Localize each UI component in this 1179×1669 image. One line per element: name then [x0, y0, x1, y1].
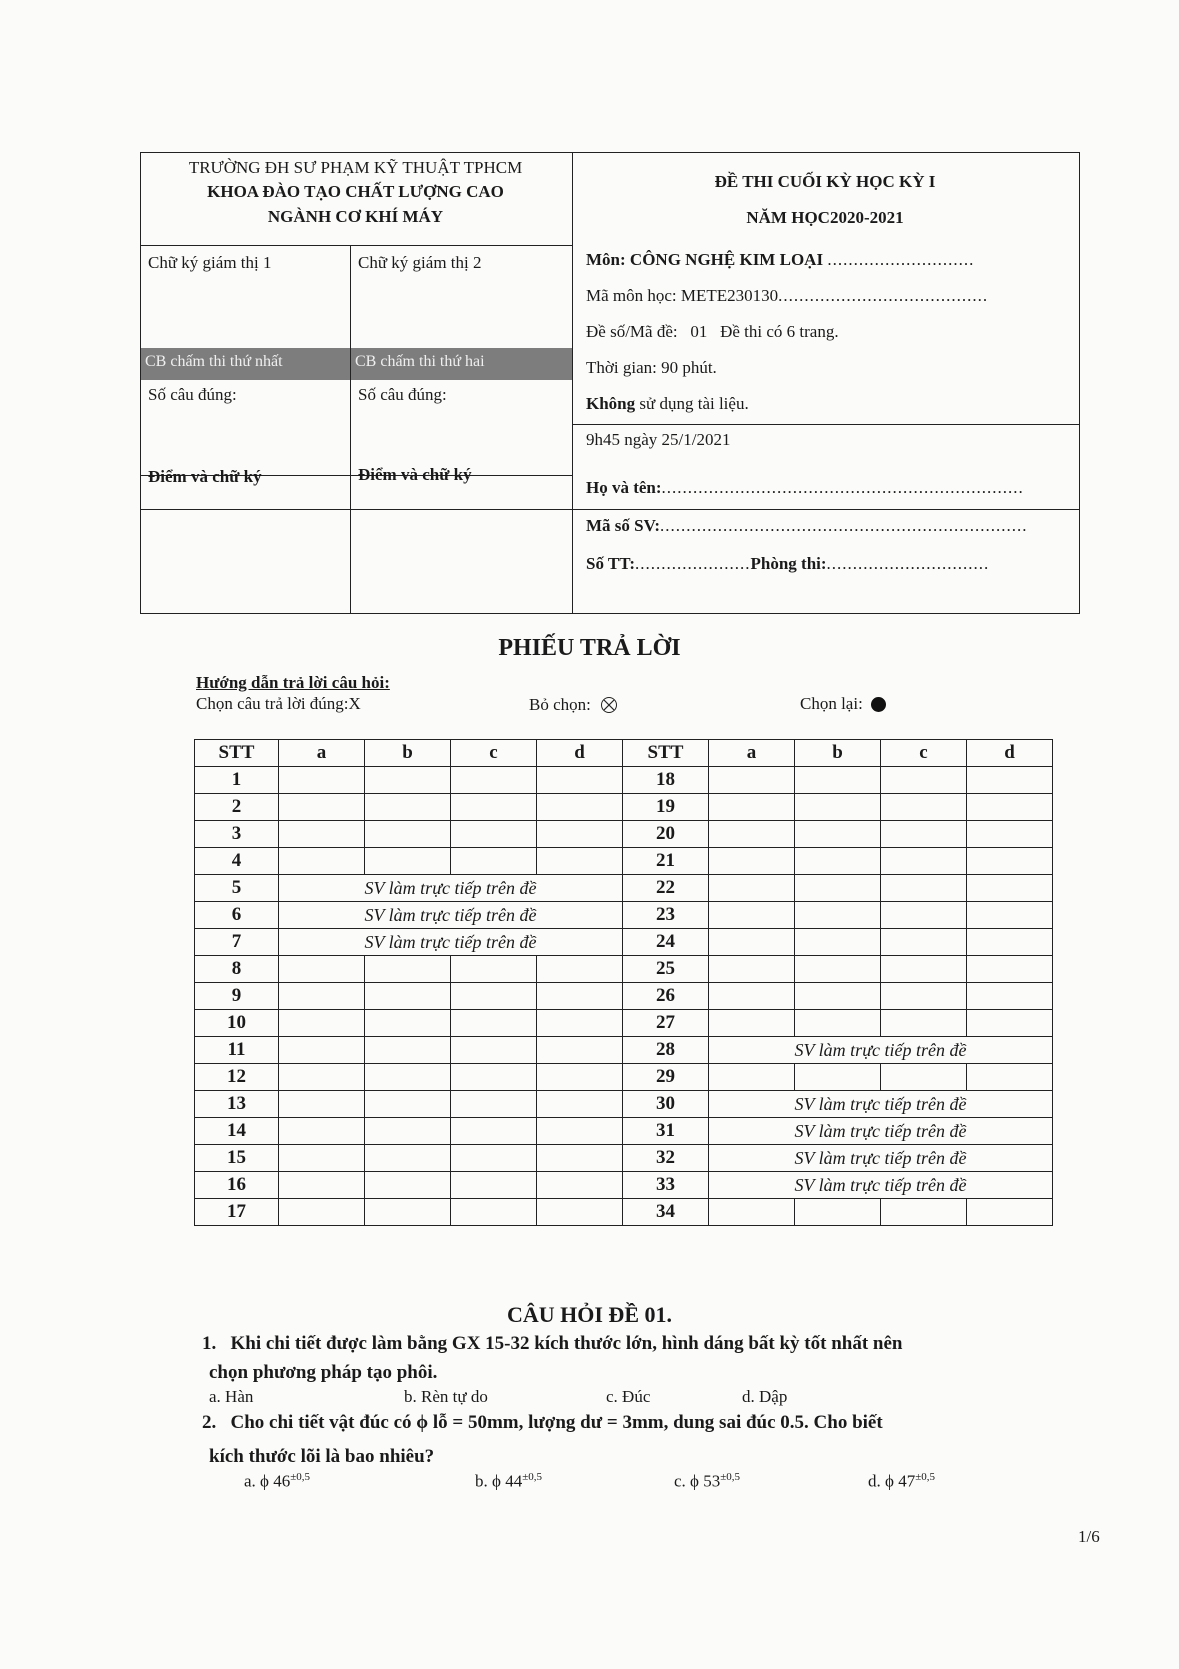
- answer-cell[interactable]: [537, 1064, 623, 1091]
- answer-cell[interactable]: [881, 983, 967, 1010]
- row-number: 10: [195, 1010, 279, 1037]
- row-number: 20: [623, 821, 709, 848]
- answer-cell[interactable]: [279, 848, 365, 875]
- row-number: 33: [623, 1172, 709, 1199]
- answer-cell[interactable]: [279, 1064, 365, 1091]
- answer-cell[interactable]: [451, 794, 537, 821]
- answer-cell[interactable]: [451, 1199, 537, 1226]
- row-number: 9: [195, 983, 279, 1010]
- exam-number: Đề số/Mã đề: 01 Đề thi có 6 trang.: [586, 322, 839, 341]
- exam-title: ĐỀ THI CUỐI KỲ HỌC KỲ I: [714, 172, 936, 191]
- answer-cell[interactable]: [365, 1064, 451, 1091]
- guide-title: Hướng dẫn trả lời câu hỏi:: [196, 673, 390, 692]
- table-row: [195, 929, 1053, 956]
- answer-cell[interactable]: [279, 1118, 365, 1145]
- answer-cell[interactable]: [365, 1010, 451, 1037]
- table-row: [195, 1010, 1053, 1037]
- correct1-label: Số câu đúng:: [148, 385, 237, 404]
- faculty-name: KHOA ĐÀO TẠO CHẤT LƯỢNG CAO: [207, 182, 504, 201]
- answer-cell[interactable]: [451, 848, 537, 875]
- table-row: [195, 821, 1053, 848]
- answer-cell[interactable]: [967, 956, 1053, 983]
- table-row: [195, 875, 1053, 902]
- answer-cell[interactable]: [451, 821, 537, 848]
- row-number: 21: [623, 848, 709, 875]
- answer-cell[interactable]: [795, 902, 881, 929]
- answer-cell[interactable]: [709, 821, 795, 848]
- q2-option-d[interactable]: d. ϕ $47^{\pm 0,5}$: [868, 1471, 935, 1491]
- answer-cell[interactable]: [967, 821, 1053, 848]
- answer-cell[interactable]: [881, 1010, 967, 1037]
- answer-cell[interactable]: [537, 1037, 623, 1064]
- answer-cell[interactable]: [537, 794, 623, 821]
- q2-option-c[interactable]: c. ϕ $53^{\pm 0,5}$: [674, 1471, 741, 1491]
- answer-cell[interactable]: [795, 821, 881, 848]
- answer-cell[interactable]: [881, 848, 967, 875]
- answer-cell[interactable]: [709, 929, 795, 956]
- answer-cell[interactable]: [795, 929, 881, 956]
- answer-cell[interactable]: [365, 821, 451, 848]
- answer-cell[interactable]: [709, 983, 795, 1010]
- col-header: b: [365, 740, 451, 767]
- answer-cell[interactable]: [537, 1118, 623, 1145]
- filled-circle-icon: [871, 697, 886, 712]
- row-number: 11: [195, 1037, 279, 1064]
- col-header: a: [279, 740, 365, 767]
- score2-label: Điểm và chữ ký: [358, 465, 472, 484]
- proctor2-label: Chữ ký giám thị 2: [358, 253, 482, 272]
- answer-cell[interactable]: [451, 1037, 537, 1064]
- row-number: 8: [195, 956, 279, 983]
- table-row: [195, 848, 1053, 875]
- answer-cell[interactable]: [967, 1010, 1053, 1037]
- student-id-field[interactable]: Mã số SV:......................................................................: [586, 516, 1028, 535]
- answer-cell[interactable]: [537, 1091, 623, 1118]
- row-number: 12: [195, 1064, 279, 1091]
- row-number: 15: [195, 1145, 279, 1172]
- answer-cell[interactable]: [709, 902, 795, 929]
- row-number: 29: [623, 1064, 709, 1091]
- grader1-bar: CB chấm thi thứ nhất: [141, 348, 350, 380]
- table-row: [195, 1172, 1053, 1199]
- answer-cell[interactable]: [795, 983, 881, 1010]
- row-number: 3: [195, 821, 279, 848]
- school-name: TRƯỜNG ĐH SƯ PHẠM KỸ THUẬT TPHCM: [188, 158, 523, 177]
- no-documents: Không sử dụng tài liệu.: [586, 394, 749, 413]
- row-number: 24: [623, 929, 709, 956]
- answer-cell[interactable]: [881, 956, 967, 983]
- table-row: [195, 794, 1053, 821]
- crossed-circle-icon: [601, 697, 617, 713]
- answer-cell[interactable]: [709, 794, 795, 821]
- answer-cell[interactable]: [795, 794, 881, 821]
- answer-cell[interactable]: [279, 1010, 365, 1037]
- col-header: b: [795, 740, 881, 767]
- answer-cell[interactable]: [537, 767, 623, 794]
- table-row: [195, 1091, 1053, 1118]
- q1-option-b[interactable]: b. Rèn tự do: [404, 1387, 488, 1406]
- answer-cell[interactable]: [537, 956, 623, 983]
- row-number: 16: [195, 1172, 279, 1199]
- answer-cell[interactable]: [537, 1199, 623, 1226]
- answer-cell[interactable]: [365, 767, 451, 794]
- answer-table-header: [195, 740, 1053, 767]
- answer-cell[interactable]: [881, 875, 967, 902]
- answer-cell[interactable]: [279, 821, 365, 848]
- row-number: 31: [623, 1118, 709, 1145]
- table-row: [195, 1145, 1053, 1172]
- answer-cell[interactable]: [709, 875, 795, 902]
- answer-cell[interactable]: [365, 983, 451, 1010]
- row-number: 32: [623, 1145, 709, 1172]
- correct2-label: Số câu đúng:: [358, 385, 447, 404]
- answer-cell[interactable]: [795, 1064, 881, 1091]
- answer-cell[interactable]: [365, 1037, 451, 1064]
- direct-answer-note: SV làm trực tiếp trên đề: [279, 929, 623, 956]
- direct-answer-note: SV làm trực tiếp trên đề: [709, 1037, 1053, 1064]
- question-2: 2. Cho chi tiết vật đúc có ϕ lỗ = 50mm, lượng dư = 3mm, dung sai đúc 0.5. Cho biết: [202, 1412, 883, 1433]
- answer-cell[interactable]: [451, 1145, 537, 1172]
- answer-cell[interactable]: [795, 1199, 881, 1226]
- answer-cell[interactable]: [709, 1199, 795, 1226]
- direct-answer-note: SV làm trực tiếp trên đề: [279, 902, 623, 929]
- answer-cell[interactable]: [967, 1064, 1053, 1091]
- row-number: 2: [195, 794, 279, 821]
- questions-title: CÂU HỎI ĐỀ 01.: [506, 1302, 672, 1327]
- table-row: [195, 1118, 1053, 1145]
- table-row: [195, 983, 1053, 1010]
- answer-cell[interactable]: [967, 794, 1053, 821]
- answer-cell[interactable]: [967, 983, 1053, 1010]
- row-number: 30: [623, 1091, 709, 1118]
- q2-option-a[interactable]: a. ϕ $46^{\pm 0,5}$: [244, 1471, 311, 1491]
- row-number: 22: [623, 875, 709, 902]
- answer-cell[interactable]: [537, 821, 623, 848]
- answer-cell[interactable]: [881, 929, 967, 956]
- question-1-cont: chọn phương pháp tạo phôi.: [209, 1362, 438, 1383]
- answer-cell[interactable]: [451, 1010, 537, 1037]
- direct-answer-note: SV làm trực tiếp trên đề: [709, 1118, 1053, 1145]
- q2-option-b[interactable]: b. ϕ $44^{\pm 0,5}$: [475, 1471, 542, 1491]
- seat-room-field[interactable]: Số TT:......................Phòng thi:...............................: [586, 554, 990, 573]
- answer-cell[interactable]: [709, 956, 795, 983]
- answer-cell[interactable]: [709, 1064, 795, 1091]
- course-code-line: Mã môn học: METE230130........................................: [586, 286, 989, 305]
- answer-cell[interactable]: [709, 848, 795, 875]
- answer-cell[interactable]: [365, 794, 451, 821]
- exam-date: 9h45 ngày 25/1/2021: [586, 430, 731, 449]
- proctor1-label: Chữ ký giám thị 1: [148, 253, 272, 272]
- row-number: 5: [195, 875, 279, 902]
- row-number: 26: [623, 983, 709, 1010]
- direct-answer-note: SV làm trực tiếp trên đề: [709, 1091, 1053, 1118]
- answer-cell[interactable]: [795, 956, 881, 983]
- col-header: STT: [195, 740, 279, 767]
- answer-cell[interactable]: [967, 848, 1053, 875]
- direct-answer-note: SV làm trực tiếp trên đề: [709, 1145, 1053, 1172]
- table-row: [195, 956, 1053, 983]
- answer-cell[interactable]: [709, 767, 795, 794]
- row-number: 18: [623, 767, 709, 794]
- unchoose-instruction: Bỏ chọn:: [529, 694, 617, 715]
- direct-answer-note: SV làm trực tiếp trên đề: [279, 875, 623, 902]
- answer-cell[interactable]: [967, 767, 1053, 794]
- answer-sheet-title: PHIẾU TRẢ LỜI: [498, 635, 681, 661]
- answer-cell[interactable]: [967, 929, 1053, 956]
- row-number: 19: [623, 794, 709, 821]
- row-number: 28: [623, 1037, 709, 1064]
- answer-cell[interactable]: [451, 1064, 537, 1091]
- table-row: [195, 767, 1053, 794]
- duration: Thời gian: 90 phút.: [586, 358, 717, 377]
- answer-table: [194, 739, 1053, 1226]
- student-name-field[interactable]: Họ và tên:.....................................................................: [586, 478, 1024, 497]
- col-header: c: [881, 740, 967, 767]
- answer-cell[interactable]: [881, 767, 967, 794]
- row-number: 1: [195, 767, 279, 794]
- answer-cell[interactable]: [795, 875, 881, 902]
- answer-cell[interactable]: [279, 1199, 365, 1226]
- q1-option-c[interactable]: c. Đúc: [606, 1387, 651, 1406]
- answer-cell[interactable]: [279, 1145, 365, 1172]
- answer-cell[interactable]: [451, 1172, 537, 1199]
- answer-cell[interactable]: [365, 956, 451, 983]
- col-header: d: [537, 740, 623, 767]
- answer-cell[interactable]: [365, 1118, 451, 1145]
- answer-cell[interactable]: [365, 1172, 451, 1199]
- row-number: 25: [623, 956, 709, 983]
- answer-cell[interactable]: [279, 1091, 365, 1118]
- answer-cell[interactable]: [279, 956, 365, 983]
- answer-cell[interactable]: [451, 956, 537, 983]
- question-2-cont: kích thước lõi là bao nhiêu?: [209, 1446, 435, 1467]
- table-row: [195, 1199, 1053, 1226]
- answer-cell[interactable]: [279, 983, 365, 1010]
- row-number: 17: [195, 1199, 279, 1226]
- answer-cell[interactable]: [967, 1199, 1053, 1226]
- answer-cell[interactable]: [279, 794, 365, 821]
- page-number: 1/6: [1078, 1527, 1100, 1546]
- answer-cell[interactable]: [451, 767, 537, 794]
- answer-cell[interactable]: [279, 1172, 365, 1199]
- table-row: [195, 902, 1053, 929]
- answer-cell[interactable]: [365, 1091, 451, 1118]
- subject-line: Môn: CÔNG NGHỆ KIM LOẠI ............................: [586, 250, 975, 269]
- row-number: 14: [195, 1118, 279, 1145]
- col-header: a: [709, 740, 795, 767]
- answer-cell[interactable]: [279, 1037, 365, 1064]
- answer-cell[interactable]: [881, 1199, 967, 1226]
- grader2-bar: CB chấm thi thứ hai: [351, 348, 572, 380]
- department-name: NGÀNH CƠ KHÍ MÁY: [267, 207, 444, 226]
- row-number: 13: [195, 1091, 279, 1118]
- answer-cell[interactable]: [537, 1010, 623, 1037]
- answer-cell[interactable]: [795, 767, 881, 794]
- col-header: STT: [623, 740, 709, 767]
- choose-instruction: Chọn câu trả lời đúng:X: [196, 694, 361, 713]
- row-number: 23: [623, 902, 709, 929]
- rechoose-instruction: Chọn lại:: [800, 694, 886, 714]
- col-header: d: [967, 740, 1053, 767]
- answer-cell[interactable]: [365, 1145, 451, 1172]
- row-number: 4: [195, 848, 279, 875]
- table-row: [195, 1037, 1053, 1064]
- q1-option-a[interactable]: a. Hàn: [209, 1387, 254, 1406]
- row-number: 6: [195, 902, 279, 929]
- direct-answer-note: SV làm trực tiếp trên đề: [709, 1172, 1053, 1199]
- row-number: 27: [623, 1010, 709, 1037]
- answer-cell[interactable]: [537, 1172, 623, 1199]
- answer-cell[interactable]: [881, 794, 967, 821]
- answer-cell[interactable]: [451, 1118, 537, 1145]
- answer-cell[interactable]: [537, 983, 623, 1010]
- answer-cell[interactable]: [451, 983, 537, 1010]
- q1-option-d[interactable]: d. Dập: [742, 1387, 788, 1406]
- answer-cell[interactable]: [365, 1199, 451, 1226]
- answer-cell[interactable]: [365, 848, 451, 875]
- answer-cell[interactable]: [279, 767, 365, 794]
- answer-cell[interactable]: [451, 1091, 537, 1118]
- answer-cell[interactable]: [537, 1145, 623, 1172]
- answer-cell[interactable]: [881, 1064, 967, 1091]
- row-number: 34: [623, 1199, 709, 1226]
- school-year: NĂM HỌC2020-2021: [746, 208, 904, 227]
- answer-cell[interactable]: [795, 1010, 881, 1037]
- answer-cell[interactable]: [881, 821, 967, 848]
- answer-cell[interactable]: [795, 848, 881, 875]
- answer-cell[interactable]: [709, 1010, 795, 1037]
- score1-label: Điểm và chữ ký: [148, 467, 262, 486]
- answer-cell[interactable]: [881, 902, 967, 929]
- question-1: 1. Khi chi tiết được làm bằng GX 15-32 kích thước lớn, hình dáng bất kỳ tốt nhất nên: [202, 1333, 903, 1354]
- answer-cell[interactable]: [967, 875, 1053, 902]
- col-header: c: [451, 740, 537, 767]
- table-row: [195, 1064, 1053, 1091]
- answer-cell[interactable]: [967, 902, 1053, 929]
- row-number: 7: [195, 929, 279, 956]
- answer-cell[interactable]: [537, 848, 623, 875]
